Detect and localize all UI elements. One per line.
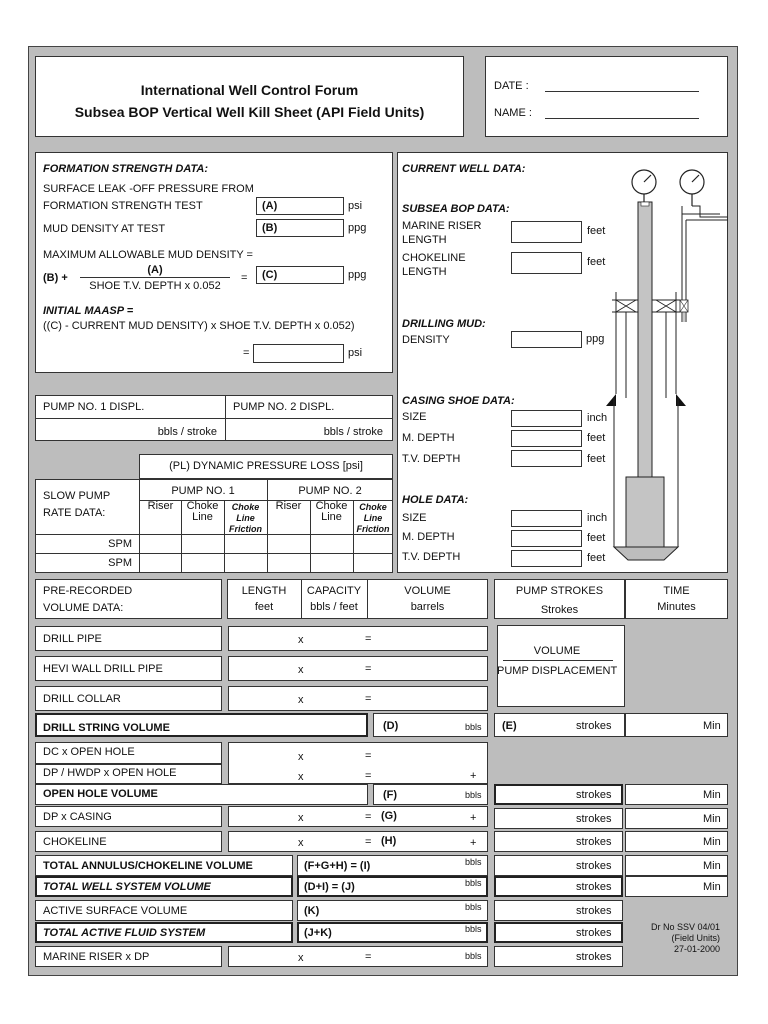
drill-collar-label: DRILL COLLAR	[43, 692, 121, 705]
frac-numerator: (A)	[147, 264, 163, 276]
hole-size-label: SIZE	[402, 512, 427, 524]
twsv-bbls: bbls	[465, 878, 482, 888]
casing-tvdepth-unit: feet	[587, 453, 606, 465]
choke-strokes: strokes	[576, 835, 612, 848]
casing-size-unit: inch	[587, 412, 608, 424]
hole-data-heading: HOLE DATA:	[402, 494, 469, 506]
asv-label: ACTIVE SURFACE VOLUME	[43, 905, 188, 917]
p2-choke-2: Line	[321, 511, 342, 523]
d-tag: (D)	[383, 720, 399, 732]
hole-mdepth-input[interactable]	[511, 530, 582, 547]
tacv-label: TOTAL ANNULUS/CHOKELINE VOLUME	[43, 860, 253, 872]
tafs-strokes: strokes	[576, 926, 612, 939]
p2-riser: Riser	[275, 500, 302, 512]
spm-2: SPM	[108, 557, 132, 569]
ratio-bar	[503, 660, 613, 661]
c-unit: ppg	[348, 269, 367, 281]
p1-clf-1: Choke	[231, 502, 260, 512]
pump2-head: PUMP NO. 2	[298, 485, 362, 497]
b-tag: (B)	[262, 222, 278, 234]
hole-tvdepth-label: T.V. DEPTH	[402, 551, 461, 563]
density-input[interactable]	[511, 331, 582, 348]
current-well-heading: CURRENT WELL DATA:	[402, 163, 526, 175]
chokeline-tag: (H)	[381, 834, 397, 847]
hole-mdepth-unit: feet	[587, 532, 606, 544]
length-unit: feet	[254, 601, 274, 613]
dp-oh-plus: +	[470, 770, 477, 782]
marine-riser-dp-calc-box[interactable]	[228, 946, 488, 967]
drill-pipe-x: x	[298, 633, 304, 646]
dp-oh-eq: =	[365, 770, 372, 782]
p2-clf-2: Line	[363, 513, 383, 523]
casing-size-input[interactable]	[511, 410, 582, 427]
mrdp-strokes: strokes	[576, 950, 612, 963]
doc-units: (Field Units)	[671, 933, 720, 943]
tafs-label: TOTAL ACTIVE FLUID SYSTEM	[43, 927, 206, 939]
tacv-strokes: strokes	[576, 859, 612, 872]
marine-riser-dp-bbls: bbls	[465, 950, 482, 961]
p2-clf-1: Choke	[359, 502, 387, 512]
subsea-bop-heading: SUBSEA BOP DATA:	[402, 203, 510, 215]
pre-recorded-label-1: PRE-RECORDED	[43, 585, 133, 597]
capacity-head: CAPACITY	[306, 585, 362, 597]
dpl-title: (PL) DYNAMIC PRESSURE LOSS [psi]	[169, 460, 363, 472]
casing-shoe-heading: CASING SHOE DATA:	[402, 395, 515, 407]
maasp-equals: =	[243, 347, 250, 359]
tacv-bbls: bbls	[465, 857, 482, 867]
density-label: DENSITY	[402, 334, 450, 346]
dp-casing-eq: =	[365, 810, 372, 823]
pump-strokes-unit: Strokes	[540, 604, 579, 616]
dc-oh-label: DC x OPEN HOLE	[43, 746, 135, 758]
title-line-1: International Well Control Forum	[140, 82, 359, 98]
riser-unit: feet	[587, 225, 606, 237]
twsv-tag: (D+I) = (J)	[304, 881, 355, 893]
dp-oh-x: x	[298, 771, 304, 783]
casing-mdepth-label: M. DEPTH	[402, 432, 455, 444]
dp-casing-tag: (G)	[381, 809, 397, 822]
d-bbls: bbls	[465, 722, 482, 732]
asv-value-box[interactable]	[297, 900, 488, 921]
fraction-bar	[80, 277, 230, 278]
ohv-strokes: strokes	[576, 788, 612, 801]
p2-clf-3: Friction	[356, 524, 390, 534]
c-tag: (C)	[262, 269, 278, 281]
title-line-2: Subsea BOP Vertical Well Kill Sheet (API Field Units)	[74, 104, 425, 120]
chokeline-x: x	[298, 836, 304, 849]
casing-size-label: SIZE	[402, 411, 427, 423]
riser-label-2: LENGTH	[402, 234, 447, 246]
hole-tvdepth-unit: feet	[587, 552, 606, 564]
date-field[interactable]	[545, 91, 699, 92]
volume-unit: barrels	[410, 601, 445, 613]
e-tag: (E)	[502, 720, 517, 732]
asv-tag: (K)	[304, 905, 320, 917]
chokeline-label-1: CHOKELINE	[402, 252, 466, 264]
p1-clf-2: Line	[236, 513, 255, 523]
hole-size-unit: inch	[587, 512, 608, 524]
chokeline-label-2: LENGTH	[402, 266, 447, 278]
dpcsg-min: Min	[703, 812, 721, 825]
formation-heading: FORMATION STRENGTH DATA:	[43, 163, 208, 175]
max-label: MAXIMUM ALLOWABLE MUD DENSITY =	[43, 249, 253, 261]
a-unit: psi	[348, 200, 363, 212]
drill-pipe-label: DRILL PIPE	[43, 632, 102, 645]
tacv-tag: (F+G+H) = (I)	[304, 860, 371, 872]
twsv-label: TOTAL WELL SYSTEM VOLUME	[43, 881, 211, 893]
frac-denominator: SHOE T.V. DEPTH x 0.052	[89, 280, 221, 292]
twsv-min: Min	[703, 880, 721, 893]
dp-oh-label: DP / HWDP x OPEN HOLE	[43, 767, 177, 779]
p1-choke-2: Line	[192, 511, 213, 523]
name-field[interactable]	[545, 118, 699, 119]
doc-date: 27-01-2000	[673, 944, 720, 954]
hole-tvdepth-input[interactable]	[511, 550, 582, 567]
dpcsg-strokes: strokes	[576, 812, 612, 825]
riser-length-input[interactable]	[511, 221, 582, 243]
c-equals: =	[241, 272, 248, 284]
casing-tvdepth-input[interactable]	[511, 450, 582, 467]
slow-pump-label-2: RATE DATA:	[43, 507, 106, 519]
chokeline-plus: +	[470, 836, 477, 849]
dc-oh-eq: =	[365, 750, 372, 762]
date-label: DATE :	[494, 80, 529, 92]
ohv-label: OPEN HOLE VOLUME	[43, 788, 158, 800]
riser-label-1: MARINE RISER	[402, 220, 482, 232]
pump2-displ-label: PUMP NO. 2 DISPL.	[233, 401, 335, 413]
maasp-formula: ((C) - CURRENT MUD DENSITY) x SHOE T.V. DEPTH x 0.052)	[43, 320, 355, 332]
p1-choke-1: Choke	[186, 500, 219, 512]
date-name-box	[485, 56, 728, 137]
mud-label: MUD DENSITY AT TEST	[43, 223, 166, 235]
capacity-unit: bbls / feet	[310, 601, 358, 613]
twsv-strokes: strokes	[576, 880, 612, 893]
drill-collar-icon	[626, 477, 664, 547]
maasp-heading: INITIAL MAASP =	[43, 305, 134, 317]
dsv-label: DRILL STRING VOLUME	[43, 722, 170, 734]
maasp-input[interactable]	[253, 344, 344, 363]
maasp-unit: psi	[348, 347, 363, 359]
pre-recorded-label-2: VOLUME DATA:	[43, 602, 124, 614]
dpl-h3	[35, 553, 393, 554]
chokeline-eq: =	[365, 835, 372, 848]
open-hole-calc-box[interactable]	[228, 742, 488, 784]
drill-collar-calc-box[interactable]	[228, 686, 488, 711]
drill-collar-eq: =	[365, 692, 372, 705]
e-strokes: strokes	[576, 720, 612, 732]
chokeline-label: CHOKELINE	[43, 835, 107, 848]
pump1-displ-label: PUMP NO. 1 DISPL.	[43, 401, 145, 413]
asv-strokes: strokes	[576, 904, 612, 917]
tacv-min: Min	[703, 859, 721, 872]
drill-collar-x: x	[298, 693, 304, 706]
ratio-numerator: VOLUME	[533, 645, 581, 657]
well-schematic	[600, 162, 728, 572]
drill-pipe-calc-box[interactable]	[228, 626, 488, 651]
length-head: LENGTH	[241, 585, 287, 597]
a-tag: (A)	[262, 200, 278, 212]
drill-pipe-eq: =	[365, 632, 372, 645]
pump1-head: PUMP NO. 1	[171, 485, 235, 497]
name-label: NAME :	[494, 107, 532, 119]
b-plus: (B) +	[43, 272, 68, 284]
asv-bbls: bbls	[465, 902, 482, 912]
chokeline-length-input[interactable]	[511, 252, 582, 274]
density-unit: ppg	[586, 333, 605, 345]
pump-strokes-head: PUMP STROKES	[515, 585, 604, 597]
dp-casing-label: DP x CASING	[43, 810, 112, 823]
casing-mdepth-unit: feet	[587, 432, 606, 444]
choke-min: Min	[703, 835, 721, 848]
tafs-tag: (J+K)	[304, 927, 332, 939]
hole-mdepth-label: M. DEPTH	[402, 531, 455, 543]
p1-riser: Riser	[147, 500, 174, 512]
chokeline-unit: feet	[587, 256, 606, 268]
chokeline-calc-box[interactable]	[228, 831, 488, 852]
marine-riser-dp-eq: =	[365, 950, 372, 963]
time-head: TIME	[663, 585, 690, 597]
tafs-bbls: bbls	[465, 924, 482, 934]
dp-casing-calc-box[interactable]	[228, 806, 488, 827]
pump-displ-divider-h	[35, 418, 393, 419]
pump2-displ-unit[interactable]: bbls / stroke	[323, 426, 383, 438]
leak-label-2: FORMATION STRENGTH TEST	[43, 200, 203, 212]
dp-casing-plus: +	[470, 811, 477, 824]
drill-pipe-icon	[638, 202, 652, 477]
drill-bit-icon	[614, 547, 678, 560]
marine-riser-dp-x: x	[298, 951, 304, 964]
volume-head: VOLUME	[404, 585, 451, 597]
p1-clf-3: Friction	[229, 524, 262, 534]
hwdp-calc-box[interactable]	[228, 656, 488, 681]
p2-choke-1: Choke	[315, 500, 348, 512]
dc-oh-x: x	[298, 751, 304, 763]
spm-1: SPM	[108, 538, 132, 550]
doc-number: Dr No SSV 04/01	[650, 922, 720, 932]
time-unit: Minutes	[657, 601, 696, 613]
pump1-displ-unit[interactable]: bbls / stroke	[157, 426, 217, 438]
hwdp-label: HEVI WALL DRILL PIPE	[43, 662, 163, 675]
leak-label-1: SURFACE LEAK -OFF PRESSURE FROM	[43, 183, 254, 195]
hole-size-input[interactable]	[511, 510, 582, 527]
ohv-min: Min	[703, 788, 721, 801]
marine-riser-dp-label: MARINE RISER x DP	[43, 950, 150, 963]
slow-pump-label-1: SLOW PUMP	[43, 490, 111, 502]
e-min: Min	[703, 720, 721, 732]
dpl-h2	[35, 534, 393, 535]
drilling-mud-heading: DRILLING MUD:	[402, 318, 486, 330]
b-unit: ppg	[348, 222, 367, 234]
casing-tvdepth-label: T.V. DEPTH	[402, 453, 461, 465]
f-bbls: bbls	[465, 790, 482, 800]
dp-casing-x: x	[298, 811, 304, 824]
hwdp-eq: =	[365, 662, 372, 675]
hwdp-x: x	[298, 663, 304, 676]
casing-mdepth-input[interactable]	[511, 430, 582, 447]
ratio-denominator: PUMP DISPLACEMENT	[497, 665, 618, 677]
f-tag: (F)	[383, 789, 398, 801]
